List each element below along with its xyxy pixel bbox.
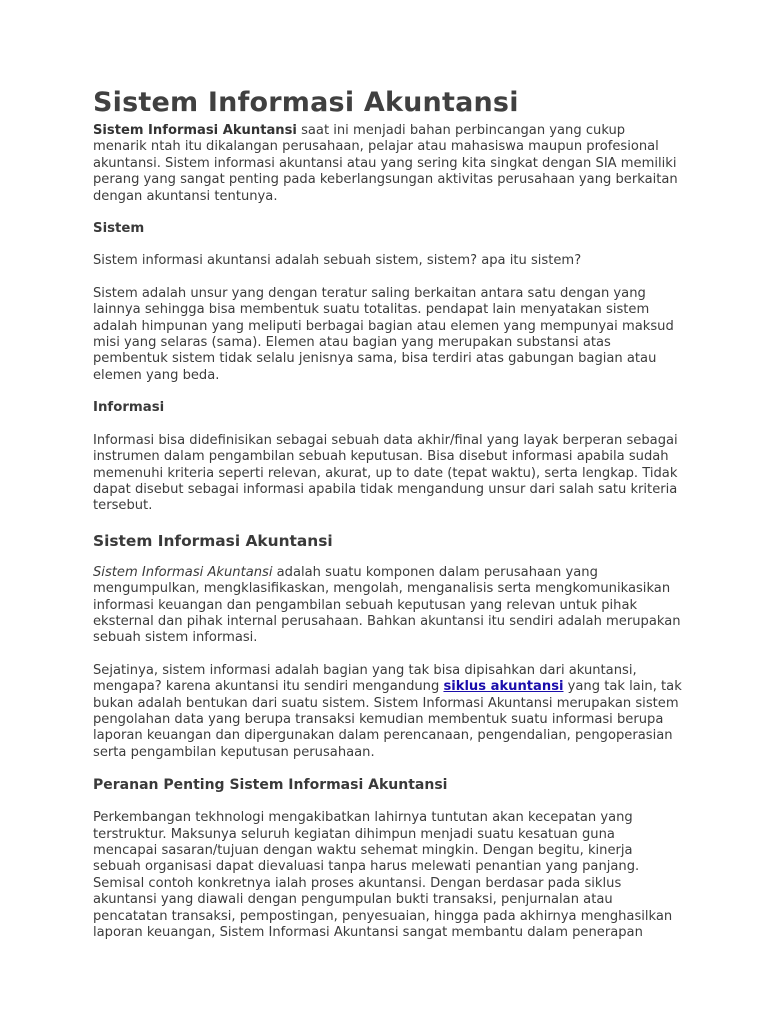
sia-paragraph-1 xyxy=(93,565,683,647)
intro-lead-bold: Sistem Informasi Akuntansi xyxy=(93,123,297,138)
sia-paragraph-1-text: adalah suatu komponen dalam perusahaan yang mengumpulkan, mengklasifikaskan, mengolah, menganalisis serta mengkomunikasikan informasi keuangan dan pengambilan sebuah keputusan yang relevan untuk pihak eksternal dan pihak internal perusahaan. Bahkan akuntansi itu sendiri adalah merupakan sebuah sistem informasi. xyxy=(93,564,681,646)
heading-informasi: Informasi xyxy=(93,400,165,416)
document-body xyxy=(93,84,683,941)
informasi-paragraph-1: Informasi bisa didefinisikan sebagai sebuah data akhir/final yang layak berperan sebagai instrumen dalam pengambilan sebuah keputusan. Bisa disebut informasi apabila sudah memenuhi kriteria seperti relevan, akurat, up to date (tepat waktu), serta lengkap. Tidak dapat disebut sebagai informasi apabila tidak mengandung unsur dari salah satu kriteria tersebut. xyxy=(93,432,678,514)
page-title: Sistem Informasi Akuntansi xyxy=(93,87,519,118)
sia-italic-term: Sistem Informasi Akuntansi xyxy=(93,564,273,580)
intro-paragraph xyxy=(93,123,683,205)
heading-sistem: Sistem xyxy=(93,221,145,237)
siklus-akuntansi-link[interactable]: siklus akuntansi xyxy=(443,679,564,695)
sia-paragraph-2 xyxy=(93,663,683,761)
heading-peranan: Peranan Penting Sistem Informasi Akuntansi xyxy=(93,777,448,794)
peranan-paragraph-1: Perkembangan tekhnologi mengakibatkan lahirnya tuntutan akan kecepatan yang terstruktur. Maksunya seluruh kegiatan dihimpun menjadi suatu kesatuan guna mencapai sasaran/tujuan dengan waktu sehemat mingkin. Dengan begitu, kinerja sebuah organisasi dapat dievaluasi tanpa harus melewati penantian yang panjang. Semisal contoh konkretnya ialah proses akuntansi. Dengan berdasar pada siklus akuntansi yang diawali dengan pengumpulan bukti transaksi, penjurnalan atau pencatatan transaksi, pempostingan, penyesuaian, hingga pada akhirnya menghasilkan laporan keuangan, Sistem Informasi Akuntansi sangat membantu dalam penerapan xyxy=(93,810,673,941)
sistem-paragraph-2: Sistem adalah unsur yang dengan teratur saling berkaitan antara satu dengan yang lainnya sehingga bisa membentuk suatu totalitas. pendapat lain menyatakan sistem adalah himpunan yang meliputi berbagai bagian atau elemen yang mempunyai maksud misi yang selaras (sama). Elemen atau bagian yang merupakan substansi atas pembentuk sistem tidak selalu jenisnya sama, bisa terdiri atas gabungan bagian atau elemen yang beda. xyxy=(93,285,674,383)
sia-paragraph-2-after: yang tak lain, tak bukan adalah bentukan dari suatu sistem. Sistem Informasi Akuntansi merupakan sistem pengolahan data yang berupa transaksi kemudian membentuk suatu informasi berupa laporan keuangan dan dipergunakan dalam perencanaan, pengendalian, pengoperasian serta pengambilan keputusan perusahaan. xyxy=(93,679,682,760)
heading-sistem-informasi-akuntansi: Sistem Informasi Akuntansi xyxy=(93,531,333,550)
sia-paragraph-2-before: Sejatinya, sistem informasi adalah bagian yang tak bisa dipisahkan dari akuntansi, mengapa? karena akuntansi itu sendiri mengandung xyxy=(93,662,637,695)
sistem-paragraph-1: Sistem informasi akuntansi adalah sebuah sistem, sistem? apa itu sistem? xyxy=(93,253,582,269)
intro-text: saat ini menjadi bahan perbincangan yang cukup menarik ntah itu dikalangan perusahaan, pelajar atau mahasiswa maupun profesional akuntansi. Sistem informasi akuntansi atau yang sering kita singkat dengan SIA memiliki perang yang sangat penting pada keberlangsungan aktivitas perusahaan yang berkaitan dengan akuntansi tentunya. xyxy=(93,123,678,204)
